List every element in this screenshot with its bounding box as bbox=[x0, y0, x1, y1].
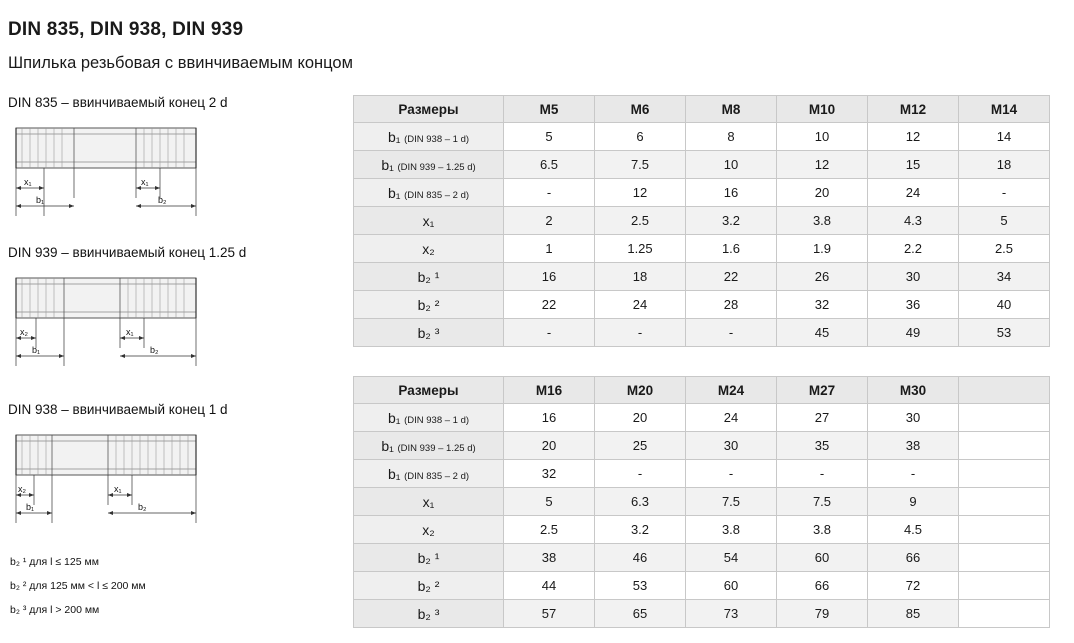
cell-value: 85 bbox=[868, 600, 959, 628]
row-label-sub: (DIN 835 – 2 d) bbox=[404, 470, 470, 482]
cell-value: 57 bbox=[504, 600, 595, 628]
dim-label-x1: x₁ bbox=[114, 484, 122, 494]
row-label-main: x₂ bbox=[422, 521, 435, 538]
row-label bbox=[354, 572, 504, 600]
row-label-sub: (DIN 939 – 1.25 d) bbox=[397, 161, 476, 173]
header-cell-m27: M27 bbox=[777, 377, 868, 404]
table-row bbox=[354, 319, 1050, 347]
cell-value: 3.8 bbox=[777, 207, 868, 235]
dim-label-b1: b₁ bbox=[36, 195, 45, 205]
cell-value: 20 bbox=[595, 404, 686, 432]
row-label-main: b₁ bbox=[387, 128, 401, 145]
table-header-row bbox=[354, 96, 1050, 123]
row-label-main: b₂ ¹ bbox=[417, 268, 440, 285]
cell-value: 34 bbox=[959, 263, 1050, 291]
cell-value: 60 bbox=[777, 544, 868, 572]
cell-value: 26 bbox=[777, 263, 868, 291]
row-label bbox=[354, 516, 504, 544]
table-row bbox=[354, 460, 1050, 488]
cell-value: 2.2 bbox=[868, 235, 959, 263]
cell-blank bbox=[959, 516, 1050, 544]
page-subtitle: Шпилька резьбовая с ввинчиваемым концом bbox=[8, 54, 353, 72]
cell-value: 24 bbox=[686, 404, 777, 432]
table-row bbox=[354, 179, 1050, 207]
page-title: DIN 835, DIN 938, DIN 939 bbox=[8, 18, 244, 40]
stud-drawing-din835 bbox=[8, 120, 228, 235]
header-cell-sizes: Размеры bbox=[354, 96, 504, 123]
cell-value: 3.8 bbox=[686, 516, 777, 544]
row-label-main: b₁ bbox=[387, 184, 401, 201]
row-label bbox=[354, 600, 504, 628]
cell-value: 16 bbox=[504, 263, 595, 291]
row-label bbox=[354, 207, 504, 235]
header-cell-m16: M16 bbox=[504, 377, 595, 404]
cell-value: 66 bbox=[777, 572, 868, 600]
row-label-sub: (DIN 938 – 1 d) bbox=[404, 133, 470, 145]
row-label bbox=[354, 460, 504, 488]
row-label-sub: (DIN 938 – 1 d) bbox=[404, 414, 470, 426]
cell-value: - bbox=[686, 319, 777, 347]
cell-value: 2 bbox=[504, 207, 595, 235]
table-header-row bbox=[354, 377, 1050, 404]
cell-value: 38 bbox=[504, 544, 595, 572]
cell-value: 66 bbox=[868, 544, 959, 572]
cell-value: 20 bbox=[504, 432, 595, 460]
cell-value: 28 bbox=[686, 291, 777, 319]
cell-value: 1.25 bbox=[595, 235, 686, 263]
table-row bbox=[354, 151, 1050, 179]
dim-label-b1: b₁ bbox=[32, 345, 41, 355]
footnote-2: b₂ ² для 125 мм < l ≤ 200 мм bbox=[10, 580, 146, 592]
row-label bbox=[354, 404, 504, 432]
footnote-3: b₂ ³ для l > 200 мм bbox=[10, 604, 100, 616]
cell-value: 2.5 bbox=[595, 207, 686, 235]
row-label-main: b₁ bbox=[381, 156, 394, 173]
cell-blank bbox=[959, 432, 1050, 460]
cell-value: 4.3 bbox=[868, 207, 959, 235]
table-row bbox=[354, 600, 1050, 628]
table-row bbox=[354, 123, 1050, 151]
table-row bbox=[354, 263, 1050, 291]
illustration-caption: DIN 835 – ввинчиваемый конец 2 d bbox=[8, 95, 228, 110]
header-cell-m8: M8 bbox=[686, 96, 777, 123]
cell-value: 5 bbox=[504, 123, 595, 151]
table-row bbox=[354, 572, 1050, 600]
dim-label-x1-left: x₁ bbox=[24, 177, 32, 187]
cell-value: 12 bbox=[595, 179, 686, 207]
row-label-main: b₂ ³ bbox=[417, 324, 440, 341]
cell-value: - bbox=[959, 179, 1050, 207]
cell-value: 49 bbox=[868, 319, 959, 347]
row-label bbox=[354, 291, 504, 319]
cell-value: 44 bbox=[504, 572, 595, 600]
table-row bbox=[354, 516, 1050, 544]
table-row bbox=[354, 544, 1050, 572]
cell-value: 14 bbox=[959, 123, 1050, 151]
cell-value: 60 bbox=[686, 572, 777, 600]
cell-value: 24 bbox=[595, 291, 686, 319]
illustration-din939 bbox=[8, 245, 246, 385]
row-label-main: x₁ bbox=[422, 493, 435, 510]
illustration-caption: DIN 938 – ввинчиваемый конец 1 d bbox=[8, 402, 228, 417]
cell-value: 18 bbox=[959, 151, 1050, 179]
row-label bbox=[354, 432, 504, 460]
din835-svg bbox=[8, 120, 208, 230]
footnote-1: b₂ ¹ для l ≤ 125 мм bbox=[10, 556, 99, 568]
cell-value: 40 bbox=[959, 291, 1050, 319]
cell-blank bbox=[959, 460, 1050, 488]
cell-value: 79 bbox=[777, 600, 868, 628]
cell-value: 7.5 bbox=[686, 488, 777, 516]
cell-value: 16 bbox=[504, 404, 595, 432]
cell-value: 10 bbox=[686, 151, 777, 179]
dim-label-x1-right: x₁ bbox=[141, 177, 149, 187]
cell-value: 30 bbox=[868, 263, 959, 291]
stud-drawing-din939 bbox=[8, 270, 246, 385]
cell-value: 8 bbox=[686, 123, 777, 151]
cell-value: 6 bbox=[595, 123, 686, 151]
table-row bbox=[354, 404, 1050, 432]
cell-value: 10 bbox=[777, 123, 868, 151]
spec-table-1 bbox=[353, 95, 1050, 347]
row-label-sub: (DIN 939 – 1.25 d) bbox=[397, 442, 476, 454]
cell-value: 1.6 bbox=[686, 235, 777, 263]
dim-label-b2: b₂ bbox=[150, 345, 159, 355]
row-label-main: b₂ ² bbox=[417, 296, 440, 313]
cell-value: 20 bbox=[777, 179, 868, 207]
table-row bbox=[354, 432, 1050, 460]
table-row bbox=[354, 207, 1050, 235]
din939-svg bbox=[8, 270, 208, 380]
illustration-caption: DIN 939 – ввинчиваемый конец 1.25 d bbox=[8, 245, 247, 260]
cell-value: 65 bbox=[595, 600, 686, 628]
header-cell-sizes: Размеры bbox=[354, 377, 504, 404]
illustration-din835 bbox=[8, 95, 228, 235]
cell-value: 4.5 bbox=[868, 516, 959, 544]
cell-value: 3.8 bbox=[777, 516, 868, 544]
cell-value: 2.5 bbox=[959, 235, 1050, 263]
cell-value: 5 bbox=[504, 488, 595, 516]
cell-value: 7.5 bbox=[595, 151, 686, 179]
cell-value: 18 bbox=[595, 263, 686, 291]
cell-value: 38 bbox=[868, 432, 959, 460]
row-label-main: x₂ bbox=[422, 240, 435, 257]
dim-label-b2: b₂ bbox=[138, 502, 147, 512]
row-label-main: x₁ bbox=[422, 212, 435, 229]
dim-label-x2: x₂ bbox=[18, 484, 26, 494]
row-label-main: b₂ ³ bbox=[417, 605, 440, 622]
header-cell-m10: M10 bbox=[777, 96, 868, 123]
row-label-main: b₂ ² bbox=[417, 577, 440, 594]
din938-svg bbox=[8, 427, 208, 537]
row-label-main: b₁ bbox=[387, 409, 401, 426]
row-label-sub: (DIN 835 – 2 d) bbox=[404, 189, 470, 201]
cell-blank bbox=[959, 404, 1050, 432]
cell-value: 2.5 bbox=[504, 516, 595, 544]
table-row bbox=[354, 235, 1050, 263]
header-cell-m20: M20 bbox=[595, 377, 686, 404]
cell-value: - bbox=[595, 319, 686, 347]
cell-value: 5 bbox=[959, 207, 1050, 235]
footnotes bbox=[10, 556, 146, 628]
row-label-main: b₁ bbox=[381, 437, 394, 454]
header-cell-m12: M12 bbox=[868, 96, 959, 123]
cell-value: 32 bbox=[777, 291, 868, 319]
cell-value: 22 bbox=[504, 291, 595, 319]
illustration-din938 bbox=[8, 402, 228, 542]
cell-value: 12 bbox=[777, 151, 868, 179]
cell-value: 73 bbox=[686, 600, 777, 628]
dim-label-x2: x₂ bbox=[20, 327, 28, 337]
cell-value: 16 bbox=[686, 179, 777, 207]
dim-label-b2: b₂ bbox=[158, 195, 167, 205]
row-label bbox=[354, 263, 504, 291]
cell-value: - bbox=[686, 460, 777, 488]
row-label bbox=[354, 151, 504, 179]
header-cell-blank bbox=[959, 377, 1050, 404]
cell-value: 12 bbox=[868, 123, 959, 151]
cell-value: - bbox=[504, 319, 595, 347]
cell-value: 54 bbox=[686, 544, 777, 572]
cell-value: 6.3 bbox=[595, 488, 686, 516]
spec-table-2 bbox=[353, 376, 1050, 628]
cell-blank bbox=[959, 572, 1050, 600]
cell-value: 7.5 bbox=[777, 488, 868, 516]
cell-value: 35 bbox=[777, 432, 868, 460]
cell-value: 32 bbox=[504, 460, 595, 488]
header-cell-m30: M30 bbox=[868, 377, 959, 404]
cell-value: - bbox=[504, 179, 595, 207]
cell-value: 25 bbox=[595, 432, 686, 460]
cell-blank bbox=[959, 544, 1050, 572]
stud-drawing-din938 bbox=[8, 427, 228, 542]
row-label bbox=[354, 319, 504, 347]
row-label-main: b₁ bbox=[387, 465, 401, 482]
cell-value: 3.2 bbox=[686, 207, 777, 235]
cell-value: 9 bbox=[868, 488, 959, 516]
table-row bbox=[354, 291, 1050, 319]
header-cell-m5: M5 bbox=[504, 96, 595, 123]
cell-value: 53 bbox=[959, 319, 1050, 347]
header-cell-m6: M6 bbox=[595, 96, 686, 123]
row-label-main: b₂ ¹ bbox=[417, 549, 440, 566]
cell-blank bbox=[959, 488, 1050, 516]
cell-value: 1.9 bbox=[777, 235, 868, 263]
row-label bbox=[354, 488, 504, 516]
row-label bbox=[354, 123, 504, 151]
row-label bbox=[354, 179, 504, 207]
cell-value: 46 bbox=[595, 544, 686, 572]
cell-value: 3.2 bbox=[595, 516, 686, 544]
cell-value: - bbox=[777, 460, 868, 488]
cell-value: - bbox=[595, 460, 686, 488]
cell-value: 22 bbox=[686, 263, 777, 291]
dim-label-b1: b₁ bbox=[26, 502, 35, 512]
header-cell-m24: M24 bbox=[686, 377, 777, 404]
cell-value: 72 bbox=[868, 572, 959, 600]
dim-label-x1: x₁ bbox=[126, 327, 134, 337]
cell-value: 30 bbox=[868, 404, 959, 432]
cell-value: 30 bbox=[686, 432, 777, 460]
cell-value: 53 bbox=[595, 572, 686, 600]
cell-value: - bbox=[868, 460, 959, 488]
cell-value: 27 bbox=[777, 404, 868, 432]
cell-value: 36 bbox=[868, 291, 959, 319]
cell-value: 6.5 bbox=[504, 151, 595, 179]
header-cell-m14: M14 bbox=[959, 96, 1050, 123]
cell-value: 1 bbox=[504, 235, 595, 263]
cell-blank bbox=[959, 600, 1050, 628]
table-row bbox=[354, 488, 1050, 516]
cell-value: 24 bbox=[868, 179, 959, 207]
cell-value: 45 bbox=[777, 319, 868, 347]
row-label bbox=[354, 235, 504, 263]
row-label bbox=[354, 544, 504, 572]
cell-value: 15 bbox=[868, 151, 959, 179]
